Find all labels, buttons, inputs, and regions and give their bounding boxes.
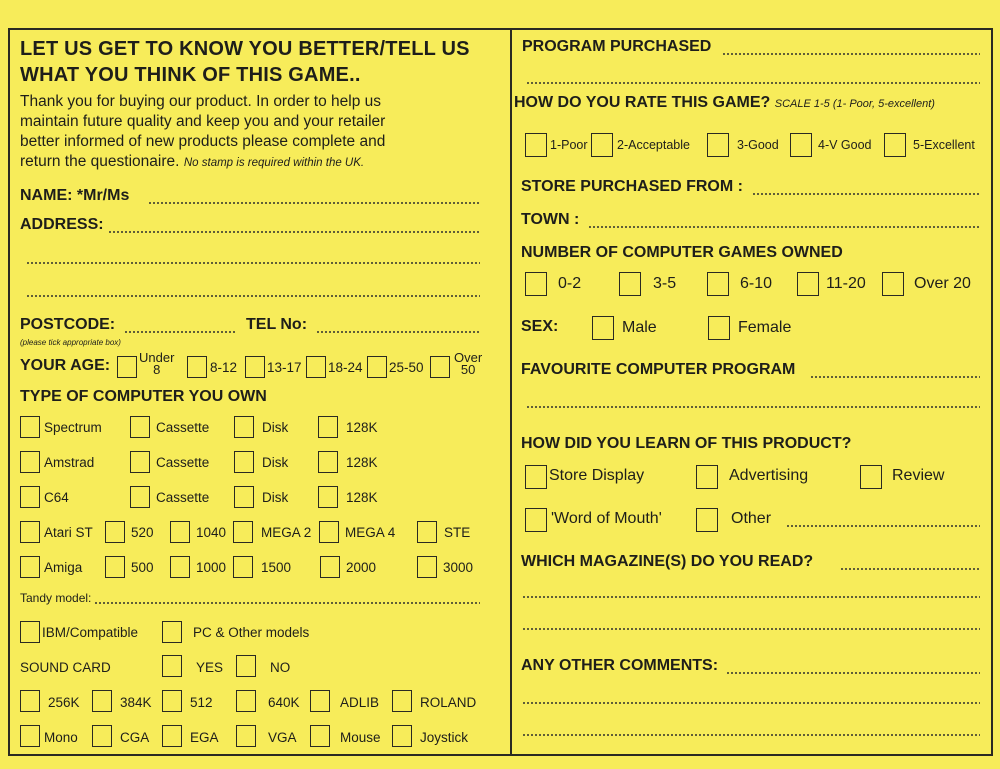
atari-mega2-label: MEGA 2: [261, 525, 312, 540]
address-field-line1[interactable]: [108, 231, 480, 233]
comments-field-line2[interactable]: [522, 702, 980, 704]
c64-checkbox[interactable]: [20, 486, 40, 508]
form-heading-line1: LET US GET TO KNOW YOU BETTER/TELL US: [20, 38, 470, 60]
spectrum-disk-label: Disk: [262, 420, 289, 435]
store-label: STORE PURCHASED FROM :: [521, 178, 743, 195]
cga-label: CGA: [120, 730, 150, 745]
amiga-3000-checkbox[interactable]: [417, 556, 437, 578]
atari-mega2-checkbox[interactable]: [233, 521, 253, 543]
postcode-field[interactable]: [124, 331, 236, 333]
mem-640k-label: 640K: [268, 695, 300, 710]
spectrum-label: Spectrum: [44, 420, 102, 435]
games-6-10-label: 6-10: [740, 275, 773, 292]
intro-text-line4-wrap: [20, 153, 364, 171]
spectrum-disk-checkbox[interactable]: [234, 416, 254, 438]
rate-5-checkbox[interactable]: [884, 133, 906, 157]
ega-label: EGA: [190, 730, 219, 745]
amstrad-label: Amstrad: [44, 455, 95, 470]
age-over-text: Over: [454, 350, 483, 365]
rate-2-label: 2-Acceptable: [617, 138, 690, 152]
spectrum-cassette-label: Cassette: [156, 420, 210, 435]
atari-label: Atari ST: [44, 525, 93, 540]
games-11-20-label: 11-20: [826, 275, 866, 292]
spectrum-checkbox[interactable]: [20, 416, 40, 438]
age-50-text: 50: [460, 362, 476, 377]
games-over20-label: Over 20: [914, 275, 971, 292]
magazine-field-line3[interactable]: [522, 628, 980, 630]
intro-text-line1: Thank you for buying our product. In order to help us: [20, 93, 382, 110]
tandy-field[interactable]: [94, 602, 480, 604]
amstrad-128k-label: 128K: [346, 455, 378, 470]
mem-512-checkbox[interactable]: [162, 690, 182, 712]
amiga-1000-label: 1000: [196, 560, 227, 575]
learn-other-label: Other: [731, 510, 772, 527]
mem-384k-checkbox[interactable]: [92, 690, 112, 712]
ibm-label: IBM/Compatible: [42, 625, 139, 640]
spectrum-cassette-checkbox[interactable]: [130, 416, 150, 438]
magazine-field-line1[interactable]: [840, 568, 980, 570]
amiga-500-checkbox[interactable]: [105, 556, 125, 578]
atari-1040-checkbox[interactable]: [170, 521, 190, 543]
computer-type-label: TYPE OF COMPUTER YOU OWN: [20, 388, 267, 405]
magazine-field-line2[interactable]: [522, 596, 980, 598]
rate-2-checkbox[interactable]: [591, 133, 613, 157]
games-owned-label: NUMBER OF COMPUTER GAMES OWNED: [521, 244, 843, 261]
amstrad-cassette-label: Cassette: [156, 455, 210, 470]
roland-checkbox[interactable]: [392, 690, 412, 712]
intro-text-line3: better informed of new products please complete and: [20, 133, 386, 150]
games-3-5-checkbox[interactable]: [619, 272, 641, 296]
ibm-checkbox[interactable]: [20, 621, 40, 643]
magazine-label: WHICH MAGAZINE(S) DO YOU READ?: [521, 553, 814, 570]
amstrad-disk-checkbox[interactable]: [234, 451, 254, 473]
sex-female-label: Female: [738, 319, 792, 336]
rate-5-label: 5-Excellent: [913, 138, 975, 152]
rate-heading: [514, 94, 935, 112]
learn-word-of-mouth-label: 'Word of Mouth': [551, 510, 662, 527]
intro-text-line4: return the questionaire.: [20, 153, 180, 170]
comments-label: ANY OTHER COMMENTS:: [521, 657, 719, 674]
vga-label: VGA: [268, 730, 297, 745]
program-purchased-field-line1[interactable]: [722, 53, 980, 55]
atari-520-checkbox[interactable]: [105, 521, 125, 543]
rate-1-label: 1-Poor: [550, 138, 588, 152]
age-8-text: 8: [153, 362, 161, 377]
amstrad-disk-label: Disk: [262, 455, 289, 470]
sound-yes-checkbox[interactable]: [162, 655, 182, 677]
amiga-checkbox[interactable]: [20, 556, 40, 578]
rate-3-label: 3-Good: [737, 138, 779, 152]
rate-label: HOW DO YOU RATE THIS GAME?: [514, 94, 771, 111]
atari-checkbox[interactable]: [20, 521, 40, 543]
learn-review-label: Review: [892, 467, 945, 484]
postcode-label: POSTCODE:: [20, 316, 116, 333]
favourite-program-label: FAVOURITE COMPUTER PROGRAM: [521, 361, 796, 378]
learn-store-display-label: Store Display: [549, 467, 645, 484]
age-13-17-label: 13-17: [267, 360, 302, 375]
pc-other-checkbox[interactable]: [162, 621, 182, 643]
address-label: ADDRESS:: [20, 216, 104, 233]
mem-384k-label: 384K: [120, 695, 152, 710]
joystick-label: Joystick: [420, 730, 469, 745]
atari-ste-label: STE: [444, 525, 471, 540]
cga-checkbox[interactable]: [92, 725, 112, 747]
mem-256k-label: 256K: [48, 695, 80, 710]
amiga-label: Amiga: [44, 560, 83, 575]
age-25-50-checkbox[interactable]: [367, 356, 387, 378]
form-heading-line2: WHAT YOU THINK OF THIS GAME..: [20, 64, 361, 86]
sound-card-label: SOUND CARD: [20, 660, 111, 675]
adlib-label: ADLIB: [340, 695, 380, 710]
rate-1-checkbox[interactable]: [525, 133, 547, 157]
games-0-2-label: 0-2: [558, 275, 582, 292]
sex-male-label: Male: [622, 319, 657, 336]
ega-checkbox[interactable]: [162, 725, 182, 747]
age-label: YOUR AGE:: [20, 357, 111, 374]
name-field[interactable]: [148, 202, 480, 204]
mem-256k-checkbox[interactable]: [20, 690, 40, 712]
rate-3-checkbox[interactable]: [707, 133, 729, 157]
amiga-2000-checkbox[interactable]: [320, 556, 340, 578]
age-under-text: Under: [139, 350, 175, 365]
sex-label: SEX:: [521, 318, 559, 335]
atari-mega4-checkbox[interactable]: [319, 521, 339, 543]
favourite-program-field-line2[interactable]: [526, 406, 980, 408]
amiga-1500-checkbox[interactable]: [233, 556, 253, 578]
age-under8-label: [139, 352, 174, 379]
mono-checkbox[interactable]: [20, 725, 40, 747]
learn-label: HOW DID YOU LEARN OF THIS PRODUCT?: [521, 435, 852, 452]
games-over20-checkbox[interactable]: [882, 272, 904, 296]
mono-label: Mono: [44, 730, 78, 745]
amstrad-128k-checkbox[interactable]: [318, 451, 338, 473]
games-11-20-checkbox[interactable]: [797, 272, 819, 296]
age-8-12-label: 8-12: [210, 360, 238, 375]
learn-other-field[interactable]: [786, 525, 980, 527]
age-8-12-checkbox[interactable]: [187, 356, 207, 378]
rate-4-label: 4-V Good: [818, 138, 872, 152]
c64-128k-label: 128K: [346, 490, 378, 505]
store-field[interactable]: [752, 193, 980, 195]
mouse-label: Mouse: [340, 730, 381, 745]
sex-male-checkbox[interactable]: [592, 316, 614, 340]
comments-field-line3[interactable]: [522, 734, 980, 736]
learn-other-checkbox[interactable]: [696, 508, 718, 532]
town-field[interactable]: [588, 226, 980, 228]
amiga-1500-label: 1500: [261, 560, 292, 575]
tel-field[interactable]: [316, 331, 480, 333]
program-purchased-label: PROGRAM PURCHASED: [522, 38, 712, 55]
learn-store-display-checkbox[interactable]: [525, 465, 547, 489]
amstrad-cassette-checkbox[interactable]: [130, 451, 150, 473]
learn-advertising-label: Advertising: [729, 467, 809, 484]
intro-text-line2: maintain future quality and keep you and your retailer: [20, 113, 386, 130]
tel-label: TEL No:: [246, 316, 308, 333]
tandy-label: Tandy model:: [20, 591, 92, 605]
adlib-checkbox[interactable]: [310, 690, 330, 712]
age-under8-checkbox[interactable]: [117, 356, 137, 378]
age-13-17-checkbox[interactable]: [245, 356, 265, 378]
amiga-2000-label: 2000: [346, 560, 377, 575]
spectrum-128k-label: 128K: [346, 420, 378, 435]
program-purchased-field-line2[interactable]: [526, 82, 980, 84]
c64-disk-label: Disk: [262, 490, 289, 505]
vga-checkbox[interactable]: [236, 725, 256, 747]
address-field-line3[interactable]: [26, 295, 480, 297]
roland-label: ROLAND: [420, 695, 477, 710]
spectrum-128k-checkbox[interactable]: [318, 416, 338, 438]
name-label: NAME: *Mr/Ms: [20, 187, 130, 204]
sound-no-checkbox[interactable]: [236, 655, 256, 677]
scale-note: SCALE 1-5 (1- Poor, 5-excellent): [774, 98, 935, 110]
learn-word-of-mouth-checkbox[interactable]: [525, 508, 547, 532]
age-18-24-label: 18-24: [328, 360, 363, 375]
address-field-line2[interactable]: [26, 262, 480, 264]
town-label: TOWN :: [521, 211, 580, 228]
mem-640k-checkbox[interactable]: [236, 690, 256, 712]
atari-ste-checkbox[interactable]: [417, 521, 437, 543]
amiga-1000-checkbox[interactable]: [170, 556, 190, 578]
mem-512-label: 512: [190, 695, 213, 710]
learn-review-checkbox[interactable]: [860, 465, 882, 489]
amstrad-checkbox[interactable]: [20, 451, 40, 473]
c64-cassette-label: Cassette: [156, 490, 210, 505]
pc-other-label: PC & Other models: [193, 625, 310, 640]
favourite-program-field-line1[interactable]: [810, 376, 980, 378]
amiga-500-label: 500: [131, 560, 154, 575]
age-25-50-label: 25-50: [389, 360, 424, 375]
stamp-note: No stamp is required within the UK.: [183, 157, 365, 169]
age-18-24-checkbox[interactable]: [306, 356, 326, 378]
age-over50-label: [454, 352, 482, 379]
comments-field-line1[interactable]: [726, 672, 980, 674]
sound-yes-label: YES: [196, 660, 224, 675]
atari-1040-label: 1040: [196, 525, 227, 540]
tick-note: (please tick appropriate box): [20, 338, 121, 347]
sound-no-label: NO: [270, 660, 291, 675]
games-3-5-label: 3-5: [653, 275, 677, 292]
c64-disk-checkbox[interactable]: [234, 486, 254, 508]
c64-label: C64: [44, 490, 69, 505]
atari-mega4-label: MEGA 4: [345, 525, 396, 540]
learn-advertising-checkbox[interactable]: [696, 465, 718, 489]
age-over50-checkbox[interactable]: [430, 356, 450, 378]
c64-128k-checkbox[interactable]: [318, 486, 338, 508]
atari-520-label: 520: [131, 525, 154, 540]
mouse-checkbox[interactable]: [310, 725, 330, 747]
c64-cassette-checkbox[interactable]: [130, 486, 150, 508]
joystick-checkbox[interactable]: [392, 725, 412, 747]
rate-4-checkbox[interactable]: [790, 133, 812, 157]
games-6-10-checkbox[interactable]: [707, 272, 729, 296]
sex-female-checkbox[interactable]: [708, 316, 730, 340]
games-0-2-checkbox[interactable]: [525, 272, 547, 296]
column-divider: [510, 30, 512, 754]
amiga-3000-label: 3000: [443, 560, 474, 575]
